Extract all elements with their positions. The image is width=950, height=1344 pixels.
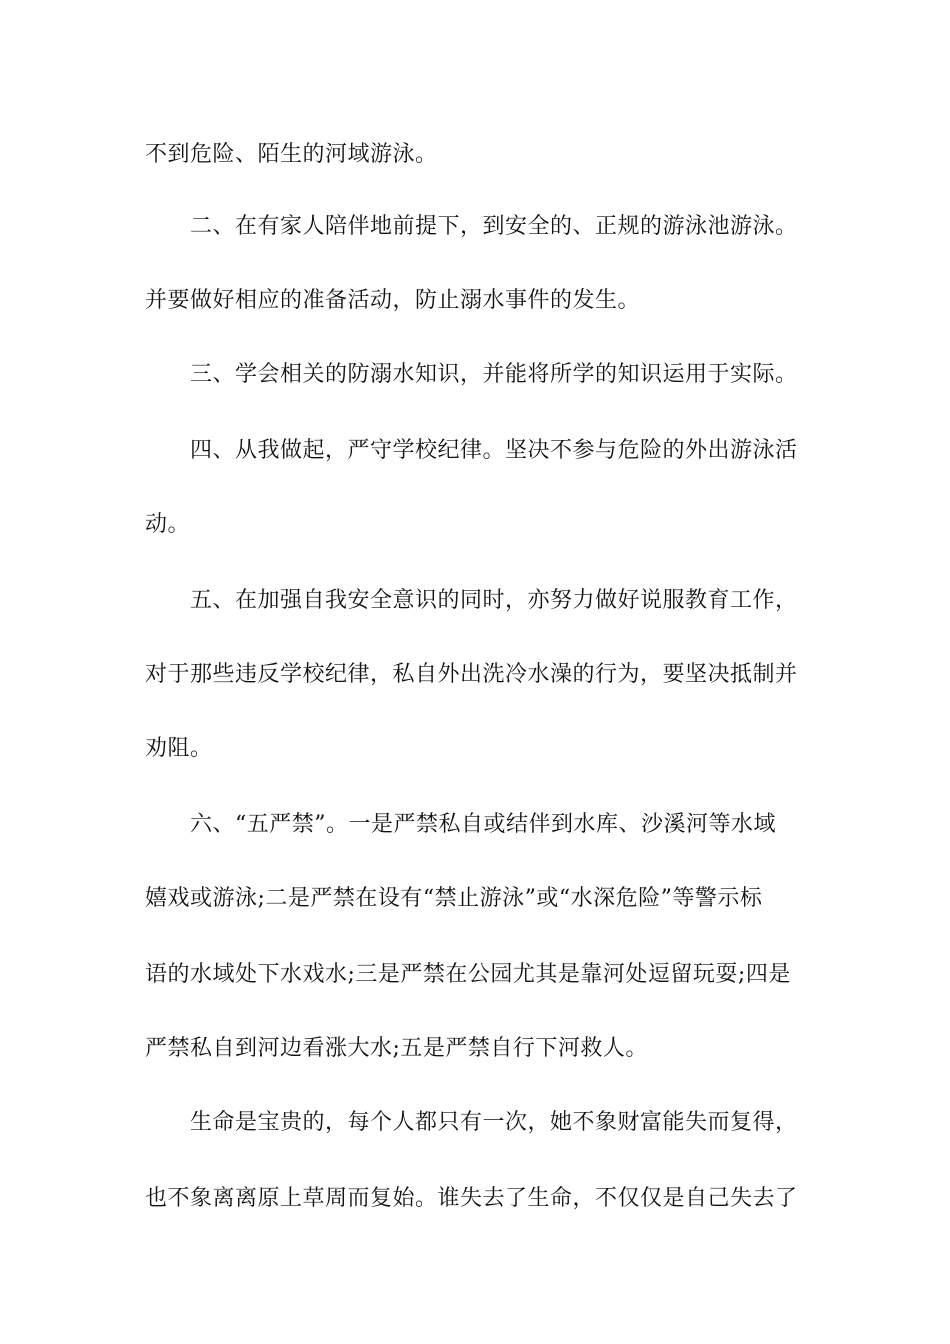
text-line-9: 劝阻。 (145, 736, 213, 761)
text-line-6: 动。 (145, 512, 191, 537)
text-line-14: 生命是宝贵的，每个人都只有一次，她不象财富能失而复得， (190, 1110, 798, 1135)
text-line-10: 六、“五严禁”。一是严禁私自或结伴到水库、沙溪河等水域 (190, 812, 776, 837)
text-line-2: 二、在有家人陪伴地前提下，到安全的、正规的游泳池游泳。 (190, 214, 798, 239)
text-line-12: 语的水域处下水戏水;三是严禁在公园尤其是靠河处逗留玩耍;四是 (145, 962, 791, 987)
text-line-1: 不到危险、陌生的河域游泳。 (145, 142, 438, 167)
text-line-11: 嬉戏或游泳;二是严禁在设有“禁止游泳”或“水深危险”等警示标 (145, 886, 763, 911)
text-line-13: 严禁私自到河边看涨大水;五是严禁自行下河救人。 (145, 1036, 648, 1061)
text-line-4: 三、学会相关的防溺水知识，并能将所学的知识运用于实际。 (190, 362, 798, 387)
text-line-15: 也不象离离原上草周而复始。谁失去了生命，不仅仅是自己失去了 (145, 1186, 798, 1211)
text-line-5: 四、从我做起，严守学校纪律。坚决不参与危险的外出游泳活 (190, 438, 798, 463)
text-line-3: 并要做好相应的准备活动，防止溺水事件的发生。 (145, 288, 641, 313)
text-line-7: 五、在加强自我安全意识的同时，亦努力做好说服教育工作， (190, 588, 798, 613)
text-line-8: 对于那些违反学校纪律，私自外出洗冷水澡的行为，要坚决抵制并 (145, 662, 798, 687)
